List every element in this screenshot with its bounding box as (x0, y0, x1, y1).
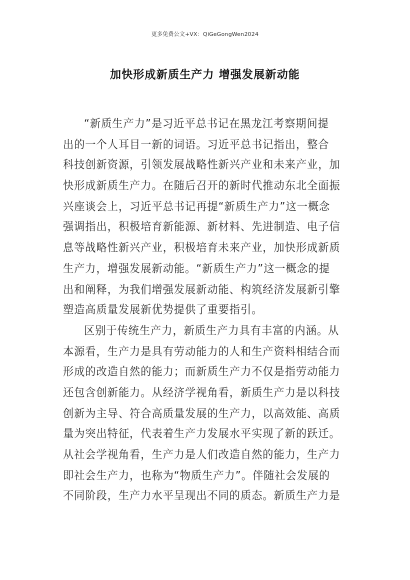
document-title: 加快形成新质生产力 增强发展新动能 (109, 68, 301, 81)
text-line: 即社会生产力，也称为“物质生产力”。伴随社会发展的 (63, 469, 331, 482)
text-line: 创新为主导、符合高质量发展的生产力，以高效能、高质 (63, 407, 341, 420)
text-line: 出的一个人耳目一新的词语。习近平总书记指出，整合 (63, 138, 330, 151)
document-body (63, 114, 347, 507)
text-line: 区别于传统生产力，新质生产力具有丰富的内涵。从 (84, 324, 340, 337)
text-line: 从社会学视角看，生产力是人们改造自然的能力，生产力 (63, 449, 341, 461)
text-line: 还包含创新能力。从经济学视角看，新质生产力是以科技 (63, 386, 341, 399)
text-line: 兴座谈会上，习近平总书记再提“新质生产力”这一概念 (63, 200, 331, 213)
text-line: 快形成新质生产力。在随后召开的新时代推动东北全面振 (63, 180, 341, 193)
text-line: 量为突出特征，代表着生产力发展水平实现了新的跃迁。 (63, 428, 341, 441)
text-line: “新质生产力”是习近平总书记在黑龙江考察期间提 (84, 118, 329, 130)
text-line: 本源看，生产力是具有劳动能力的人和生产资料相结合而 (63, 345, 341, 358)
text-line: 生产力，增强发展新动能。“新质生产力”这一概念的提 (63, 262, 331, 275)
text-line: 科技创新资源，引领发展战略性新兴产业和未来产业，加 (63, 159, 341, 172)
text-line: 息等战略性新兴产业，积极培育未来产业，加快形成新质 (63, 242, 341, 255)
text-line: 出和阐释，为我们增强发展新动能、构筑经济发展新引擎 (63, 283, 341, 296)
text-line: 强调指出，积极培育新能源、新材料、先进制造、电子信 (63, 221, 341, 234)
header-banner: 更多免费公文+VX：QiGeGongWen2024 (151, 32, 259, 38)
text-line: 形成的改造自然的能力；而新质生产力不仅是指劳动能力 (63, 366, 341, 379)
text-line: 塑造高质量发展新优势提供了重要指引。 (63, 304, 263, 317)
text-line: 不同阶段，生产力水平呈现出不同的质态。新质生产力是 (63, 490, 341, 503)
